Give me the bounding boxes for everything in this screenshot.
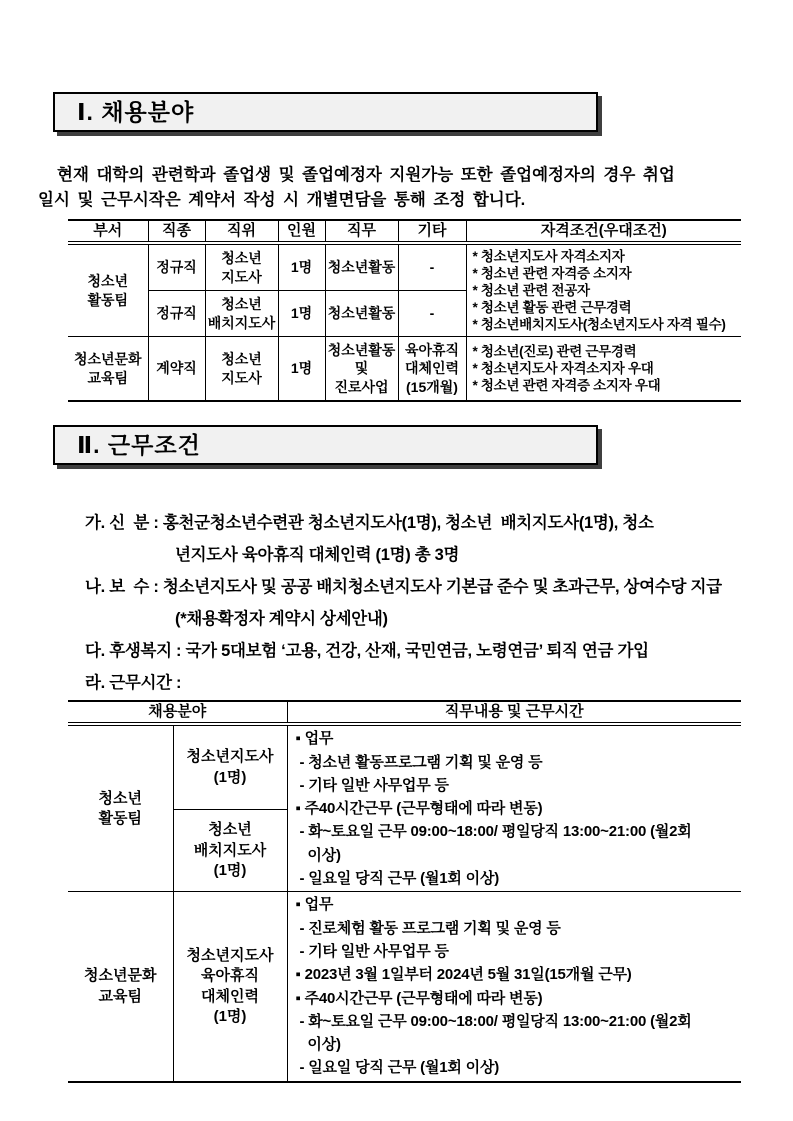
text-line: 교육팀 (87, 369, 129, 386)
team-cell-activity (68, 724, 173, 892)
text-line: 청소년지도사 (186, 947, 274, 965)
text-line: 청소년활동 (327, 342, 396, 359)
section-title-recruit: Ⅰ. 채용분야 (77, 99, 195, 125)
table-row (68, 892, 741, 1082)
col-header-dept: 부서 (68, 220, 148, 243)
schedule-table (68, 700, 741, 1083)
text-line: * 청소년배치지도사(청소년지도사 자격 필수) (472, 317, 726, 332)
text-line: 육아휴직 (201, 967, 259, 985)
etc-cell (398, 337, 466, 402)
text-line: 대체인력 (404, 360, 460, 377)
table-row (68, 337, 741, 402)
text-line: - 일요일 당직 근무 (월1회 이상) (295, 1059, 500, 1077)
text-line: (1명) (213, 1007, 247, 1025)
position-cell (205, 291, 278, 337)
condition-line-pay-note: (*채용확정자 계약시 상세안내) (175, 610, 388, 628)
text-line: ▪ 2023년 3월 1일부터 2024년 5월 31일(15개월 근무) (295, 966, 632, 984)
text-line: 청소년 (98, 789, 142, 807)
count-cell: 1명 (278, 243, 325, 291)
text-line: 청소년 (221, 351, 262, 368)
intro-line-2: 일시 및 근무시작은 계약서 작성 시 개별면담을 통해 조정 합니다. (38, 191, 526, 209)
etc-cell (398, 243, 466, 291)
text-line: 배치지도사 (193, 841, 267, 859)
text-line: 이상) (295, 846, 341, 864)
text-line: 청소년문화 (73, 351, 142, 368)
condition-line-status-cont: 년지도사 육아휴직 대체인력 (1명) 총 3명 (175, 546, 460, 564)
col-header-duty: 직무 (325, 220, 398, 243)
text-line: - 화~토요일 근무 09:00~18:00/ 평일당직 13:00~21:00 (월2회 (295, 823, 692, 841)
text-line: ▪ 업무 (295, 896, 334, 914)
text-line: 대체인력 (201, 987, 259, 1005)
text-line: 청소년문화 (84, 967, 157, 985)
text-line: 활동팀 (87, 291, 129, 308)
text-line: ▪ 주40시간근무 (근무형태에 따라 변동) (295, 800, 543, 818)
text-line: 청소년지도사 (186, 748, 274, 766)
text-line: * 청소년 관련 전공자 (472, 283, 590, 298)
text-line: * 청소년지도사 자격소지자 (472, 249, 625, 264)
text-line: - (429, 259, 435, 276)
text-line: (1명) (213, 768, 247, 786)
text-line: 배치지도사 (207, 314, 276, 331)
text-line: - 기타 일반 사무업무 등 (295, 776, 449, 794)
text-line: 청소년 (87, 273, 129, 290)
col-header-recruit-field: 채용분야 (68, 701, 287, 724)
section-header-conditions (53, 425, 598, 465)
col-header-position: 직위 (205, 220, 278, 243)
col-header-count: 인원 (278, 220, 325, 243)
text-line: (1명) (213, 861, 247, 879)
text-line: - (429, 305, 435, 322)
col-header-etc: 기타 (398, 220, 466, 243)
category-cell: 정규직 (148, 243, 205, 291)
qualification-cell (466, 337, 741, 402)
text-line: 지도사 (221, 268, 262, 285)
text-line: - 일요일 당직 근무 (월1회 이상) (295, 870, 500, 888)
text-line: 청소년 (221, 250, 262, 267)
text-line: 이상) (295, 1036, 341, 1054)
text-line: 청소년활동 (327, 305, 396, 322)
table-row (68, 243, 741, 291)
position-cell (173, 809, 287, 891)
qualification-cell (466, 243, 741, 337)
text-line: (15개월) (406, 378, 458, 395)
text-line: 청소년 (221, 296, 262, 313)
category-cell: 계약직 (148, 337, 205, 402)
text-line: 교육팀 (98, 987, 142, 1005)
condition-line-pay: 나. 보 수 : 청소년지도사 및 공공 배치청소년지도사 기본급 준수 및 초과근무, 상여수당 지급 (85, 578, 722, 596)
duty-cell (325, 337, 398, 402)
text-line: 및 (354, 360, 369, 377)
conditions-list (85, 507, 775, 699)
intro-paragraph (38, 163, 758, 213)
text-line: * 청소년(진로) 관련 근무경력 (472, 344, 637, 359)
duty-cell (325, 291, 398, 337)
count-cell: 1명 (278, 291, 325, 337)
duty-content-cell-culture (287, 892, 741, 1082)
text-line: - 기타 일반 사무업무 등 (295, 942, 449, 960)
position-cell (173, 892, 287, 1082)
count-cell: 1명 (278, 337, 325, 402)
position-cell (205, 243, 278, 291)
category-cell: 정규직 (148, 291, 205, 337)
recruit-table-header-row (68, 220, 741, 243)
text-line: - 청소년 활동프로그램 기획 및 운영 등 (295, 753, 543, 771)
text-line: 활동팀 (98, 809, 142, 827)
intro-line-1: 현재 대학의 관련학과 졸업생 및 졸업예정자 지원가능 또한 졸업예정자의 경우 취업 (57, 166, 675, 184)
dept-cell-culture (68, 337, 148, 402)
section-header-recruit (53, 92, 598, 132)
text-line: ▪ 업무 (295, 730, 334, 748)
col-header-category: 직종 (148, 220, 205, 243)
duty-cell (325, 243, 398, 291)
text-line: 육아휴직 (404, 342, 460, 359)
text-line: 청소년활동 (327, 259, 396, 276)
text-line: * 청소년 관련 자격증 소지자 우대 (472, 378, 661, 393)
text-line: - 진로체험 활동 프로그램 기획 및 운영 등 (295, 919, 561, 937)
col-header-duty-hours: 직무내용 및 근무시간 (287, 701, 741, 724)
etc-cell (398, 291, 466, 337)
condition-line-status: 가. 신 분 : 홍천군청소년수련관 청소년지도사(1명), 청소년 배치지도사(1명), 청소 (85, 514, 654, 532)
text-line: 진로사업 (334, 378, 389, 395)
schedule-table-header-row (68, 701, 741, 724)
text-line: - 화~토요일 근무 09:00~18:00/ 평일당직 13:00~21:00 (월2회 (295, 1012, 692, 1030)
section-title-conditions: Ⅱ. 근무조건 (77, 432, 201, 458)
text-line: * 청소년지도사 자격소지자 우대 (472, 361, 654, 376)
text-line: ▪ 주40시간근무 (근무형태에 따라 변동) (295, 989, 543, 1007)
table-row (68, 724, 741, 809)
condition-line-welfare: 다. 후생복지 : 국가 5대보험 ‘고용, 건강, 산재, 국민연금, 노령연금’ 퇴직 연금 가입 (85, 642, 649, 660)
position-cell (205, 337, 278, 402)
text-line: * 청소년 활동 관련 근무경력 (472, 300, 632, 315)
col-header-qualification: 자격조건(우대조건) (466, 220, 741, 243)
text-line: 지도사 (221, 369, 262, 386)
condition-line-hours: 라. 근무시간 : (85, 674, 182, 692)
dept-cell-activity (68, 243, 148, 337)
position-cell (173, 724, 287, 809)
text-line: * 청소년 관련 자격증 소지자 (472, 266, 632, 281)
text-line: 청소년 (208, 821, 252, 839)
team-cell-culture (68, 892, 173, 1082)
recruit-table (68, 219, 741, 402)
duty-content-cell-activity (287, 724, 741, 892)
